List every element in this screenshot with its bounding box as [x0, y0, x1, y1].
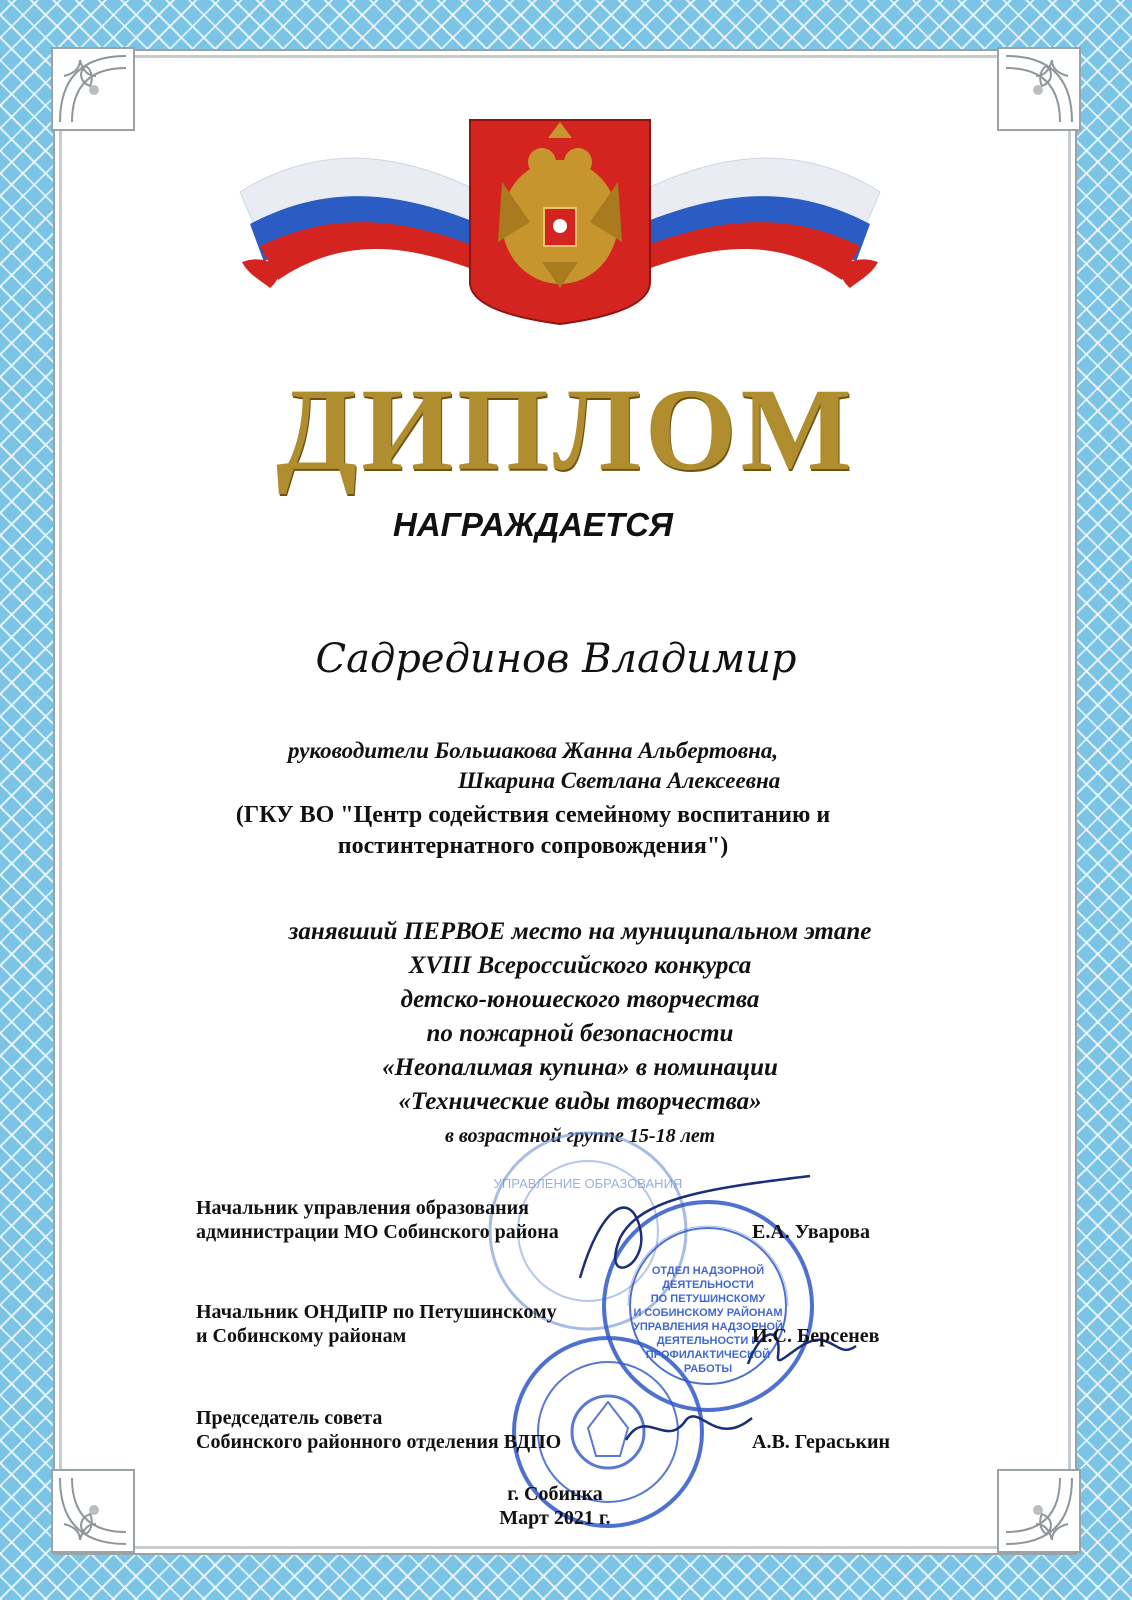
corner-ornament-icon — [996, 46, 1082, 132]
stamp-text: ДЕЯТЕЛЬНОСТИ И — [656, 1335, 760, 1347]
stamp-text: ПРОФИЛАКТИЧЕСКОЙ — [645, 1349, 771, 1361]
signatory-name: И.С. Берсенев — [752, 1325, 880, 1347]
corner-ornament-icon — [50, 46, 136, 132]
leaders-line: Шкарина Светлана Алексеевна — [458, 768, 781, 793]
signatory-title-line: администрации МО Собинского района — [196, 1221, 559, 1243]
recipient-name: Садрединов Владимир — [315, 636, 797, 682]
achievement-line: «Технические виды творчества» — [398, 1088, 762, 1115]
coat-of-arms-icon — [470, 120, 650, 324]
place-and-date — [0, 1482, 1110, 1530]
stamp-text: УПРАВЛЕНИЯ НАДЗОРНОЙ — [633, 1321, 783, 1333]
signatory-name: Е.А. Уварова — [752, 1221, 871, 1243]
achievement-line: по пожарной безопасности — [426, 1020, 734, 1047]
signatory-title-line: Председатель совета — [196, 1407, 383, 1429]
place: г. Собинка — [507, 1483, 603, 1505]
signatory-title-line: и Собинскому районам — [196, 1325, 407, 1347]
achievement-block — [220, 915, 940, 1153]
awarded-label: НАГРАЖДАЕТСЯ — [392, 506, 673, 543]
signatory-title — [196, 1406, 561, 1454]
signatory-title — [196, 1196, 559, 1244]
signature-geraskin-icon — [620, 1400, 760, 1460]
leaders-block — [288, 736, 908, 796]
stamp-text: ДЕЯТЕЛЬНОСТИ — [662, 1279, 754, 1291]
signatory-name: А.В. Гераськин — [752, 1431, 891, 1453]
stamp-text: ОТДЕЛ НАДЗОРНОЙ — [651, 1265, 765, 1277]
stamp-text: ПО ПЕТУШИНСКОМУ — [650, 1293, 766, 1305]
leaders-line: руководители Большакова Жанна Альбертовна, — [288, 738, 779, 763]
stamp-text: УПРАВЛЕНИЕ ОБРАЗОВАНИЯ — [493, 1176, 683, 1191]
organization-line: постинтернатного сопровождения") — [337, 833, 729, 859]
signatory-title-line: Начальник управления образования — [196, 1197, 529, 1219]
achievement-line: XVIII Всероссийского конкурса — [408, 952, 752, 979]
achievement-line: в возрастной группе 15-18 лет — [444, 1125, 716, 1147]
achievement-line: детско-юношеского творчества — [400, 986, 760, 1013]
signatory-title-line: Начальник ОНДиПР по Петушинскому — [196, 1301, 557, 1323]
organization-line: (ГКУ ВО "Центр содействия семейному воспитанию и — [235, 802, 831, 828]
achievement-line: занявший ПЕРВОЕ место на муниципальном этапе — [288, 918, 872, 945]
date: Март 2021 г. — [499, 1507, 611, 1529]
diploma-title: ДИПЛОМ — [276, 364, 856, 495]
achievement-line: «Неопалимая купина» в номинации — [382, 1054, 778, 1081]
organization-block — [0, 800, 1066, 862]
stamp-text: РАБОТЫ — [683, 1363, 733, 1375]
flag-and-coat-of-arms — [230, 112, 890, 342]
stamp-text: И СОБИНСКОМУ РАЙОНАМ — [633, 1307, 783, 1319]
signatory-title-line: Собинского районного отделения ВДПО — [196, 1431, 562, 1453]
signatory-title — [196, 1300, 557, 1348]
